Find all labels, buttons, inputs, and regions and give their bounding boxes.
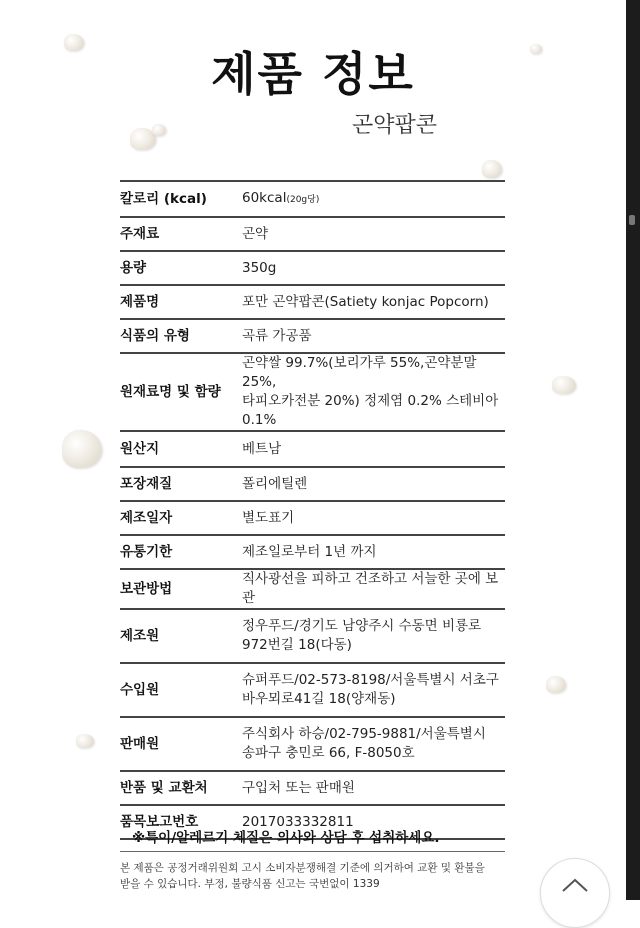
table-row (120, 319, 505, 353)
product-info-table (120, 180, 505, 840)
right-scrollbar[interactable] (626, 0, 640, 900)
popcorn-icon (552, 376, 576, 394)
table-row (120, 251, 505, 285)
row-label: 보관방법 (120, 580, 173, 597)
row-value: 곤약 (242, 225, 269, 242)
row-label: 제조원 (120, 627, 160, 644)
table-row (120, 663, 505, 717)
table-row (120, 217, 505, 251)
row-value: 구입처 또는 판매원 (242, 779, 355, 796)
row-value: 350g (242, 259, 277, 276)
table-row (120, 467, 505, 501)
row-label: 반품 및 교환처 (120, 779, 208, 796)
row-value: 60kcal(20g당) (242, 189, 320, 206)
scroll-top-button[interactable] (540, 858, 610, 928)
row-value: 정우푸드/경기도 남양주시 수동면 비룡로 972번길 18(다동) (242, 618, 482, 653)
popcorn-icon (62, 430, 102, 468)
row-label: 원산지 (120, 440, 160, 457)
popcorn-icon (546, 676, 566, 693)
table-row (120, 181, 505, 217)
row-value: 제조일로부터 1년 까지 (242, 543, 377, 560)
table-row (120, 717, 505, 771)
product-subtitle: 곤약팝콘 (352, 113, 438, 138)
table-row (120, 353, 505, 431)
divider (120, 851, 505, 852)
row-value: 슈퍼푸드/02-573-8198/서울특별시 서초구 바우뫼로41길 18(양재동) (242, 672, 499, 707)
row-value: 주식회사 하승/02-795-9881/서울특별시 송파구 충민로 66, F-8050호 (242, 726, 486, 761)
row-label: 용량 (120, 259, 147, 276)
row-value: 2017033332811 (242, 813, 354, 830)
row-label: 원재료명 및 함량 (120, 383, 221, 400)
popcorn-icon (530, 44, 542, 54)
scroll-thumb[interactable] (629, 215, 635, 225)
row-label: 칼로리 (kcal) (120, 190, 207, 207)
row-label: 제품명 (120, 293, 160, 310)
chevron-up-icon (561, 877, 589, 893)
row-label: 제조일자 (120, 509, 173, 526)
page-title: 제품 정보 (211, 47, 415, 101)
row-value: 곡류 가공품 (242, 327, 312, 344)
table-row (120, 771, 505, 805)
table-row (120, 569, 505, 609)
row-label: 식품의 유형 (120, 327, 190, 344)
table-row (120, 285, 505, 319)
row-label: 품목보고번호 (120, 813, 199, 830)
row-value: 포만 곤약팝콘(Satiety konjac Popcorn) (242, 293, 489, 310)
row-label: 유통기한 (120, 543, 173, 560)
footer-line: 받을 수 있습니다. 부정, 불량식품 신고는 국번없이 1339 (120, 878, 380, 890)
table-row (120, 431, 505, 467)
row-value: 별도표기 (242, 509, 295, 526)
popcorn-icon (64, 34, 84, 51)
popcorn-icon (482, 160, 502, 178)
row-label: 포장재질 (120, 475, 173, 492)
row-value: 곤약쌀 99.7%(보리가루 55%,곤약분말25%, 타피오카전분 20%) 정제염 0.2% 스테비아 0.1% (242, 355, 499, 428)
popcorn-icon (76, 734, 94, 748)
refund-footer (120, 860, 510, 892)
row-value: 직사광선을 피하고 건조하고 서늘한 곳에 보관 (242, 571, 499, 606)
row-label: 주재료 (120, 225, 160, 242)
row-label: 수입원 (120, 681, 160, 698)
row-value: 폴리에틸렌 (242, 475, 308, 492)
serving-note: (20g당) (286, 194, 320, 205)
popcorn-icon (152, 124, 166, 136)
row-value: 베트남 (242, 440, 282, 457)
allergy-notice: ※특이/알레르기 체질은 의사와 상담 후 섭취하세요. (132, 830, 440, 846)
table-row (120, 609, 505, 663)
footer-line: 본 제품은 공정거래위원회 고시 소비자분쟁해결 기준에 의거하여 교환 및 환불을 (120, 862, 485, 874)
row-label: 판매원 (120, 735, 160, 752)
table-row (120, 535, 505, 569)
table-row (120, 501, 505, 535)
